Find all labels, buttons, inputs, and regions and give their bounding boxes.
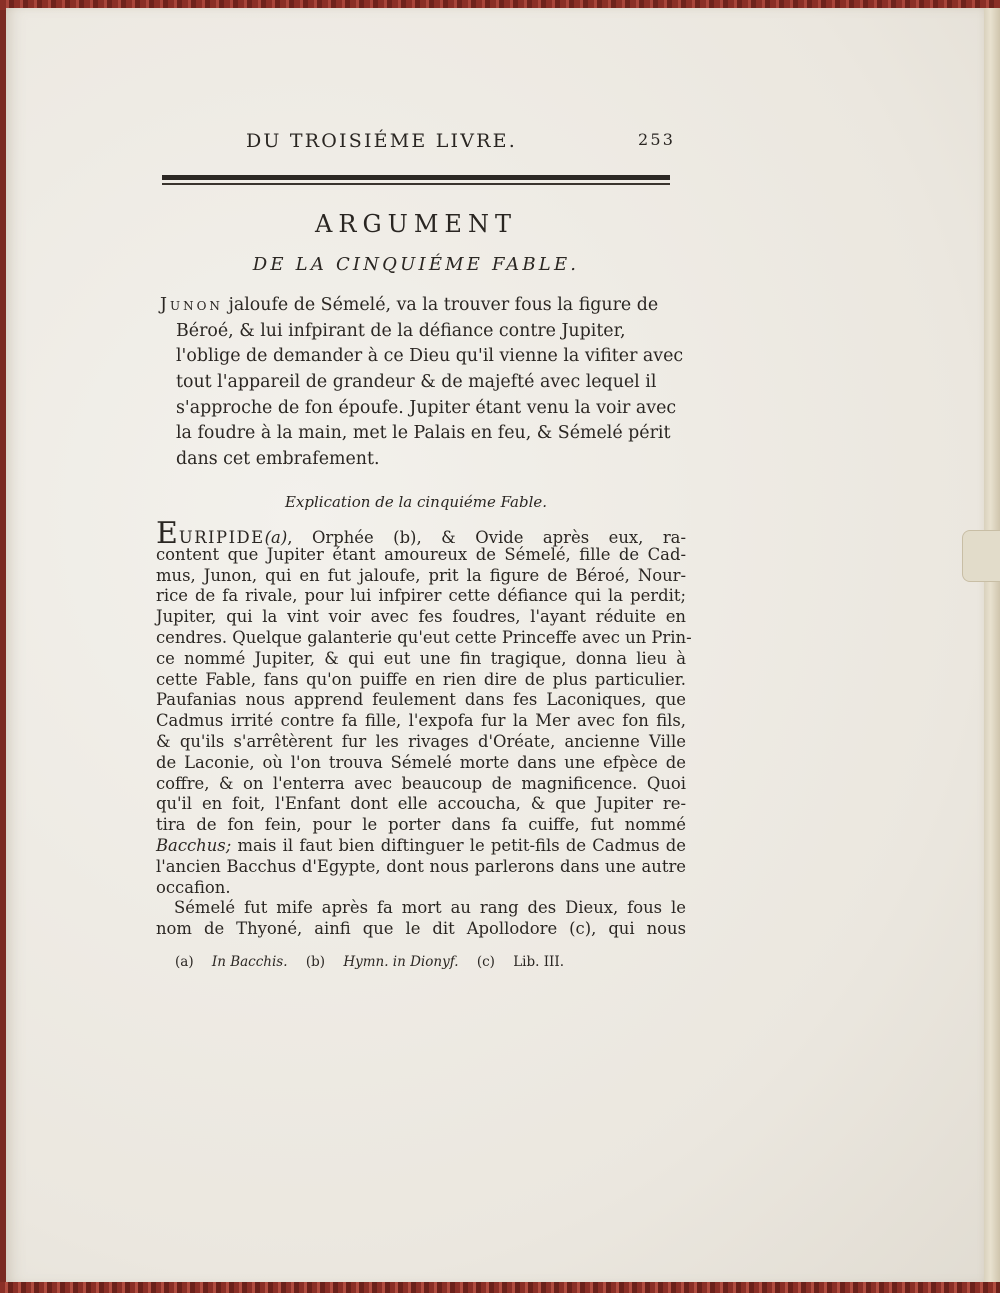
- body-line: cendres. Quelque galanterie qu'eut cette Princeffe avec un Prin-: [156, 627, 692, 647]
- body-line: Cadmus irrité contre fa fille, l'expofa fur la Mer avec fon fils,: [156, 711, 686, 731]
- footnotes: [175, 954, 675, 970]
- header-rule-thick: [162, 175, 670, 180]
- running-title: DU TROISIÉME LIVRE.: [246, 130, 517, 152]
- footnote-mark: (a): [175, 954, 194, 970]
- page-edge-strip: [984, 8, 1000, 1284]
- body-line: & qu'ils s'arrêtèrent fur les rivages d'Oréate, ancienne Ville: [156, 731, 686, 751]
- body-line: rice de fa rivale, pour lui infpirer cette défiance qui la perdit;: [156, 586, 686, 606]
- footnote-mark: (c): [476, 954, 495, 970]
- body-line: occafion.: [156, 877, 231, 897]
- body-line: content que Jupiter étant amoureux de Sémelé, fille de Cad-: [156, 544, 686, 564]
- body-line: cette Fable, fans qu'on puiffe en rien dire de plus particulier.: [156, 669, 686, 689]
- argument-line: Béroé, & lui infpirant de la défiance contre Jupiter,: [176, 320, 626, 341]
- body-line: mais il faut bien diftinguer le petit-fils de Cadmus de: [231, 835, 686, 855]
- argument-paragraph: [160, 293, 682, 473]
- page-tab-marker: [962, 530, 1000, 582]
- section-heading: ARGUMENT: [315, 210, 517, 238]
- argument-first-word: Junon: [160, 295, 223, 315]
- body-line: de Laconie, où l'on trouva Sémelé morte dans une efpèce de: [156, 752, 686, 772]
- body-line: ce nommé Jupiter, & qui eut une fin tragique, donna lieu à: [156, 648, 686, 668]
- footnote-text: Lib. III.: [513, 954, 565, 970]
- footnote-mark: (b): [305, 954, 326, 970]
- binding-edge-bottom: [0, 1282, 1000, 1293]
- body-line: Sémelé fut mife après fa mort au rang des Dieux, fous le: [174, 898, 686, 918]
- footnote: [306, 954, 459, 970]
- argument-line: s'approche de fon époufe. Jupiter étant venu la voir avec: [176, 397, 677, 418]
- bacchus-word: Bacchus;: [156, 835, 232, 855]
- running-head: [160, 128, 680, 158]
- body-line: Jupiter, qui la vint voir avec fes foudres, l'ayant réduite en: [156, 607, 686, 627]
- explication-title: Explication de la cinquiéme Fable.: [284, 493, 548, 511]
- body-line: Paufanias nous apprend feulement dans fes Laconiques, que: [156, 690, 686, 710]
- footnote-text: In Bacchis.: [211, 954, 288, 970]
- explication-body: [156, 516, 692, 940]
- footnote-text: Hymn. in Dionyf.: [343, 954, 459, 970]
- body-line: , Orphée (b), & Ovide après eux, ra-: [287, 528, 686, 547]
- body-line: nom de Thyoné, ainfi que le dit Apollodore (c), qui nous: [156, 919, 686, 939]
- body-line: qu'il en foit, l'Enfant dont elle accoucha, & que Jupiter re-: [156, 794, 686, 814]
- drop-cap: E: [156, 516, 179, 551]
- body-line: tira de fon fein, pour le porter dans fa cuiffe, fut nommé: [156, 815, 686, 835]
- body-line: l'ancien Bacchus d'Egypte, dont nous parlerons dans une autre: [156, 856, 686, 876]
- footnote: [175, 954, 288, 970]
- argument-line: dans cet embrafement.: [176, 449, 380, 470]
- section-subheading: DE LA CINQUIÉME FABLE.: [252, 254, 580, 275]
- header-rule-thin: [162, 183, 670, 185]
- footnote-ref: (a): [264, 528, 288, 547]
- argument-line: tout l'appareil de grandeur & de majefté avec lequel il: [176, 372, 657, 393]
- body-line: coffre, & on l'enterra avec beaucoup de magnificence. Quoi: [156, 773, 686, 793]
- argument-line: la foudre à la main, met le Palais en feu, & Sémelé périt: [176, 423, 671, 444]
- page-number: 253: [638, 130, 676, 149]
- first-word: URIPIDE: [178, 528, 265, 547]
- footnote: [477, 954, 578, 970]
- argument-line: jaloufe de Sémelé, va la trouver fous la figure de: [222, 295, 659, 315]
- argument-line: l'oblige de demander à ce Dieu qu'il vienne la vifiter avec: [176, 346, 684, 367]
- body-line: mus, Junon, qui en fut jaloufe, prit la figure de Béroé, Nour-: [156, 565, 686, 585]
